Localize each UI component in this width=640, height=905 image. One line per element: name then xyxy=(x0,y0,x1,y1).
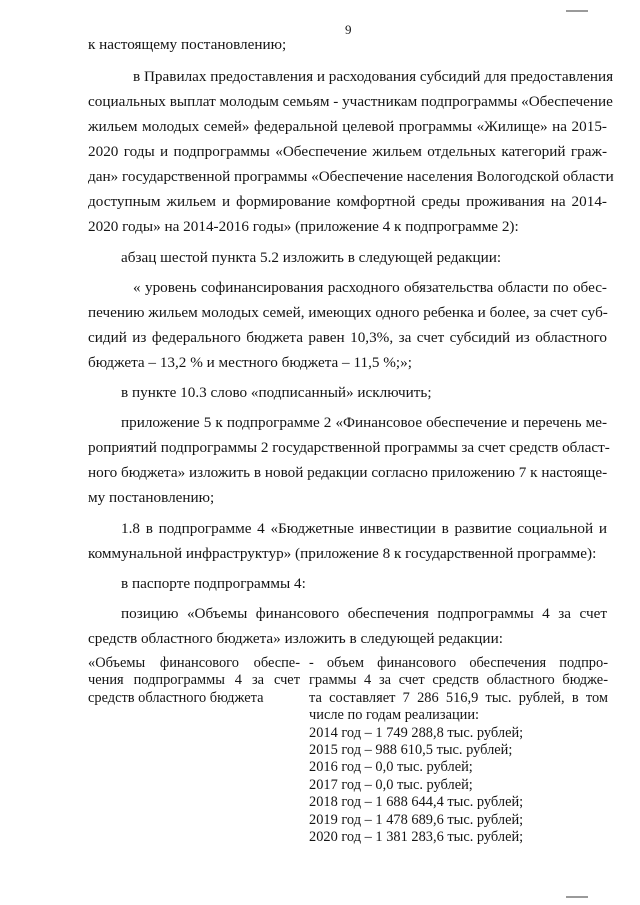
table-right-line: 2016 год – 0,0 тыс. рублей; xyxy=(309,759,473,776)
text-line: к настоящему постановлению; xyxy=(88,36,287,53)
table-right-line: 2017 год – 0,0 тыс. рублей; xyxy=(309,776,473,793)
table-right-line: граммы 4 за счет средств областного бюдже- xyxy=(309,672,608,689)
text-line: « уровень софинансирования расходного обязательства области по обес- xyxy=(133,279,607,296)
text-line: доступным жильем и формирование комфортной среды проживания на 2014- xyxy=(88,193,607,210)
text-line: сидий из федерального бюджета равен 10,3%, за счет субсидий из областного xyxy=(88,329,607,346)
table-right-line: 2015 год – 988 610,5 тыс. рублей; xyxy=(309,741,513,758)
table-left-column xyxy=(88,655,300,707)
text-line: ного бюджета» изложить в новой редакции согласно приложению 7 к настояще- xyxy=(88,464,608,481)
text-line: позицию «Объемы финансового обеспечения подпрограммы 4 за счет xyxy=(121,605,607,622)
text-line: дан» государственной программы «Обеспечение населения Вологодской области xyxy=(88,168,614,185)
text-line: роприятий подпрограммы 2 государственной программы за счет средств област- xyxy=(88,439,610,456)
text-line: средств областного бюджета» изложить в следующей редакции: xyxy=(88,630,503,647)
scan-edge-mark-top xyxy=(566,10,588,12)
table-right-column xyxy=(309,655,608,846)
page-number: 9 xyxy=(345,22,352,37)
scan-edge-mark-bottom xyxy=(566,896,588,898)
text-line: 2020 годы» на 2014-2016 годы» (приложение 4 к подпрограмме 2): xyxy=(88,218,519,235)
table-right-line: числе по годам реализации: xyxy=(309,707,480,724)
table-right-line: 2020 год – 1 381 283,6 тыс. рублей; xyxy=(309,828,524,845)
text-line: 1.8 в подпрограмме 4 «Бюджетные инвестиции в развитие социальной и xyxy=(121,520,607,537)
table-left-line: «Объемы финансового обеспе- xyxy=(88,655,300,671)
text-line: 2020 годы и подпрограммы «Обеспечение жильем отдельных категорий граж- xyxy=(88,143,607,160)
table-right-line: 2019 год – 1 478 689,6 тыс. рублей; xyxy=(309,811,524,828)
text-line: в Правилах предоставления и расходования субсидий для предоставления xyxy=(133,68,614,85)
text-line: приложение 5 к подпрограмме 2 «Финансовое обеспечение и перечень ме- xyxy=(121,414,607,431)
table-left-line: чения подпрограммы 4 за счет xyxy=(88,672,300,689)
text-line: му постановлению; xyxy=(88,489,215,506)
text-line: жильем молодых семей» федеральной целевой программы «Жилище» на 2015- xyxy=(88,118,607,135)
table-left-line: средств областного бюджета xyxy=(88,689,264,706)
text-line: коммунальной инфраструктур» (приложение 8 к государственной программе): xyxy=(88,545,597,562)
table-right-line: 2018 год – 1 688 644,4 тыс. рублей; xyxy=(309,794,524,811)
table-right-line: 2014 год – 1 749 288,8 тыс. рублей; xyxy=(309,724,524,741)
text-line: печению жильем молодых семей, имеющих одного ребенка и более, за счет суб- xyxy=(88,304,608,321)
text-line: социальных выплат молодым семьям - участникам подпрограммы «Обеспечение xyxy=(88,93,613,110)
text-line: в паспорте подпрограммы 4: xyxy=(121,575,306,592)
text-line: в пункте 10.3 слово «подписанный» исключить; xyxy=(121,384,432,401)
table-right-line: - объем финансового обеспечения подпро- xyxy=(309,655,608,671)
text-line: бюджета – 13,2 % и местного бюджета – 11,5 %;»; xyxy=(88,354,412,371)
text-line: абзац шестой пункта 5.2 изложить в следующей редакции: xyxy=(121,249,502,266)
table-right-line: та составляет 7 286 516,9 тыс. рублей, в том xyxy=(309,689,608,706)
